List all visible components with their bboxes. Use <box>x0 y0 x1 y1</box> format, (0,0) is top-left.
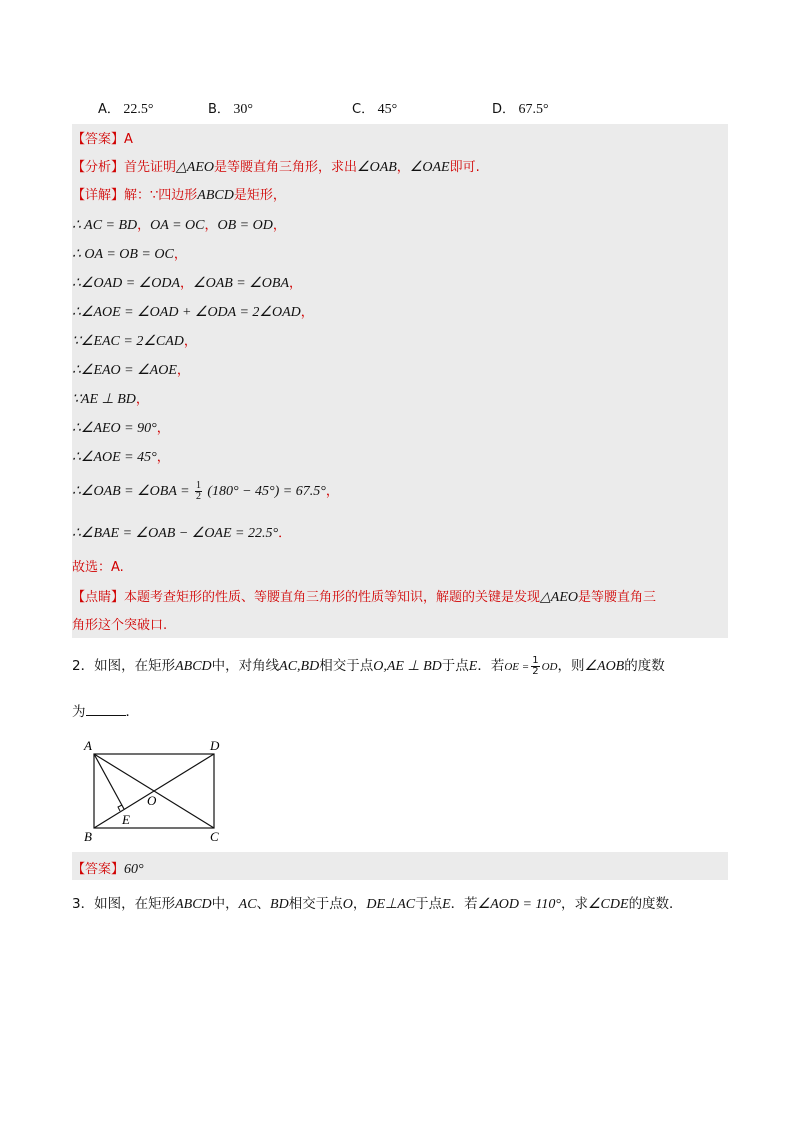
q1-step-11 <box>72 522 291 542</box>
q2-answer-block <box>72 852 728 880</box>
option-c-value: 45° <box>377 102 398 117</box>
q3-m6: E <box>442 897 451 912</box>
q3-t1: 中， <box>211 896 239 912</box>
q1-detail-tag: 【详解】 <box>72 188 125 203</box>
q1-step-1 <box>72 214 286 234</box>
q1-answer-value: A <box>124 132 133 147</box>
q1-step-5 <box>72 330 197 350</box>
q3-t8: 的度数． <box>628 896 683 912</box>
q2-t1: 中，对角线 <box>211 658 280 674</box>
q1-step-1-b: OA = OC <box>150 218 205 233</box>
q1-step-9-end: ， <box>156 450 170 465</box>
q1-analysis-math3: ∠OAE <box>409 160 450 175</box>
q1-analysis-math1: △AEO <box>176 160 215 175</box>
label-b: B <box>84 829 92 844</box>
q1-step-4-a: ∴∠AOE = ∠OAD + ∠ODA = 2∠OAD <box>72 305 301 320</box>
label-d: D <box>210 738 220 753</box>
q1-comment-post: 是等腰直角三 <box>578 590 657 605</box>
option-c <box>352 98 397 118</box>
q1-analysis-tag: 【分析】 <box>72 160 125 175</box>
q1-analysis-mid: 是等腰直角三角形，求出 <box>214 160 358 175</box>
q1-analysis-line <box>72 156 480 176</box>
q1-step-10-post: (180° − 45°) = 67.5° <box>207 484 326 499</box>
q1-detail-math: ABCD <box>197 188 234 203</box>
q2-answer-blank <box>86 703 126 716</box>
q1-step-10-pre: ∴∠OAB = ∠OBA = <box>72 484 190 499</box>
q1-step-3 <box>72 272 302 292</box>
q3-t6: ．若 <box>450 896 478 912</box>
q2-m2: AC,BD <box>279 659 320 674</box>
q2-t6: 的度数 <box>624 658 665 674</box>
q1-step-7-a: ∵AE ⊥ BD <box>72 392 136 407</box>
q1-step-7 <box>72 388 149 408</box>
q1-step-3-b: ∠OAB = ∠OBA <box>193 276 290 291</box>
q2-m3: O,AE ⊥ BD <box>373 659 442 674</box>
option-b-label: B． <box>208 102 230 117</box>
option-d-value: 67.5° <box>518 102 549 117</box>
q2-t5: ，则 <box>557 658 585 674</box>
q1-analysis-math2: ∠OAB <box>357 160 397 175</box>
q1-step-11-end: ． <box>278 526 292 541</box>
q1-step-1-sep2: ， <box>204 218 218 233</box>
label-o: O <box>147 793 157 808</box>
q2-answer-line <box>72 858 144 878</box>
q2-line2: 为 <box>72 704 86 720</box>
q1-step-5-a: ∵∠EAC = 2∠CAD <box>72 334 184 349</box>
q1-step-7-end: ， <box>135 392 149 407</box>
q3-m1: ABCD <box>175 897 212 912</box>
q1-step-10-fraction <box>195 481 202 502</box>
q1-step-2 <box>72 243 187 263</box>
q3-num: 3．如图，在矩形 <box>72 896 176 912</box>
q2-frac-num: 1 <box>532 654 539 666</box>
option-a-label: A． <box>98 102 120 117</box>
q2-num: 2．如图，在矩形 <box>72 658 176 674</box>
q1-solution-block <box>72 124 728 638</box>
q1-step-6 <box>72 359 190 379</box>
option-d <box>492 98 549 118</box>
segment-ae <box>94 754 124 809</box>
q1-step-1-c: OB = OD <box>217 218 273 233</box>
q1-step-3-sep: ， <box>180 276 194 291</box>
q1-comment-math: △AEO <box>540 590 579 605</box>
q3-m7: ∠AOD = 110° <box>477 897 561 912</box>
q1-step-1-a: ∴ AC = BD <box>72 218 138 233</box>
q1-step-1-end: ， <box>272 218 286 233</box>
option-a <box>98 98 154 118</box>
q1-step-10-frac-den: 2 <box>195 491 201 503</box>
q2-t2: 相交于点 <box>319 658 374 674</box>
q2-m1: ABCD <box>175 659 212 674</box>
option-a-value: 22.5° <box>123 102 154 117</box>
q1-step-6-a: ∴∠EAO = ∠AOE <box>72 363 177 378</box>
option-b <box>208 98 253 118</box>
q1-step-4 <box>72 301 314 321</box>
q1-analysis-sep: ， <box>396 160 410 175</box>
q1-comment-tag: 【点睛】 <box>72 590 125 605</box>
q1-step-2-a: ∴ OA = OB = OC <box>72 247 174 262</box>
q2-t3: 于点 <box>441 658 469 674</box>
q1-step-10 <box>72 480 339 502</box>
label-e: E <box>122 812 130 827</box>
q1-choose-line: 故选：A. <box>72 560 124 575</box>
q1-step-10-frac-num: 1 <box>195 480 201 492</box>
q3-t3: 相交于点 <box>288 896 343 912</box>
q3-m3: BD <box>270 897 289 912</box>
q2-t4: ．若 <box>477 658 505 674</box>
q1-answer-line <box>72 128 133 147</box>
q3-t2: 、 <box>256 896 271 912</box>
q2-m5: ∠AOB <box>584 659 625 674</box>
q3-m4: O <box>342 897 353 912</box>
q3-t4: ， <box>352 896 367 912</box>
right-angle-mark <box>118 805 122 811</box>
q1-options <box>98 94 658 118</box>
q1-detail-line <box>72 184 286 204</box>
q1-comment-pre: 本题考查矩形的性质、等腰直角三角形的性质等知识，解题的关键是发现 <box>124 590 541 605</box>
q2-text-line1 <box>72 654 732 677</box>
q3-m5: DE⊥AC <box>366 897 416 912</box>
q3-text <box>72 892 732 913</box>
q1-step-9-a: ∴∠AOE = 45° <box>72 450 157 465</box>
q2-m4: E <box>468 659 478 674</box>
option-d-label: D． <box>492 102 516 117</box>
q1-detail-pre: 解：∵四边形 <box>124 188 198 203</box>
q2-text-line2 <box>72 700 139 720</box>
q3-m8: ∠CDE <box>588 897 629 912</box>
q1-analysis-post: 即可. <box>449 160 480 175</box>
q3-t5: 于点 <box>415 896 443 912</box>
label-a: A <box>84 738 92 753</box>
q2-frac-den: 2 <box>532 665 539 677</box>
q2-rectangle-figure <box>80 738 230 844</box>
q1-answer-tag: 【答案】 <box>72 132 125 147</box>
q1-step-2-end: ， <box>173 247 187 262</box>
q1-step-4-end: ， <box>300 305 314 320</box>
q1-step-8-a: ∴∠AEO = 90° <box>72 421 157 436</box>
q1-comment-line <box>72 586 656 606</box>
q1-step-1-sep: ， <box>137 218 151 233</box>
q1-step-9 <box>72 446 170 466</box>
q2-answer-tag: 【答案】 <box>72 862 125 877</box>
q1-step-11-text: ∴∠BAE = ∠OAB − ∠OAE = 22.5° <box>72 526 279 541</box>
q2-frac-post: OD <box>541 661 558 673</box>
q3-m2: AC <box>238 897 257 912</box>
q2-line2-end: ． <box>125 704 139 720</box>
q1-step-10-end: ， <box>325 484 339 499</box>
q1-step-5-end: ， <box>183 334 197 349</box>
q1-step-8-end: ， <box>156 421 170 436</box>
q1-step-3-a: ∴∠OAD = ∠ODA <box>72 276 181 291</box>
q1-step-6-end: ， <box>176 363 190 378</box>
q1-comment-line2: 角形这个突破口. <box>72 618 168 633</box>
option-b-value: 30° <box>233 102 254 117</box>
label-c: C <box>210 829 219 844</box>
q2-answer-value: 60° <box>124 862 144 877</box>
q2-fraction <box>531 656 539 677</box>
q2-frac-pre: OE = <box>504 661 530 673</box>
q1-detail-post: 是矩形， <box>233 188 286 203</box>
q1-step-8 <box>72 417 170 437</box>
q1-step-3-end: ， <box>289 276 303 291</box>
q1-analysis-pre: 首先证明 <box>124 160 177 175</box>
q3-t7: ，求 <box>561 896 588 912</box>
option-c-label: C． <box>352 102 375 117</box>
